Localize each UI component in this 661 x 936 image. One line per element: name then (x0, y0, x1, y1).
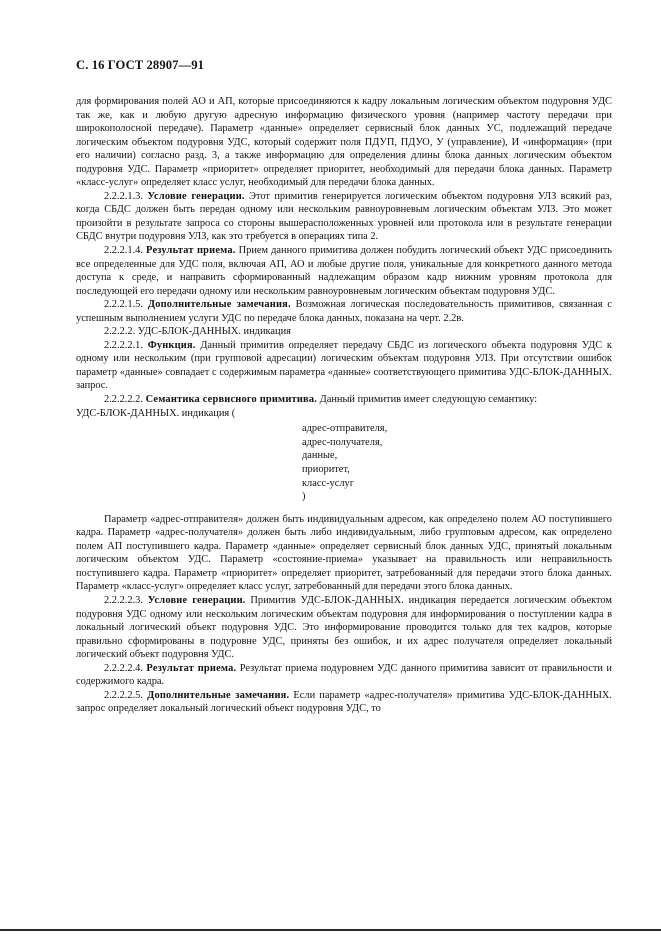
section-2-2-2-1-3 (76, 190, 612, 244)
section-title: Результат приема. (146, 662, 237, 674)
section-number: 2.2.2.1.4. (104, 245, 143, 257)
semantics-head: УДС-БЛОК-ДАННЫХ. индикация ( (76, 407, 236, 419)
section-number: 2.2.2.1.3. (104, 190, 143, 202)
parameters-paragraph: Параметр «адрес-отправителя» должен быть индивидуальным адресом, как определено полем АО поступившего кадра. Параметр «адрес-получателя» должен быть либо индивидуальным, либо групповым адресом, как определено полем АП поступившего кадра. Параметр «данные» определяет сервисный блок данных УДС, принятый локальным логическим объектом УДС. Параметр «состояние-приема» указывает на правильность или неправильность поступившего кадра. Параметр «приоритет» определяет приоритет, затребованный для передачи этого блока данных. Параметр «класс-услуг» определяет класс услуг, затребованный для передачи этого блока данных. (76, 513, 612, 593)
section-2-2-2-2-3 (76, 594, 612, 662)
section-2-2-2-2-5 (76, 689, 612, 716)
section-text: Возможная логическая последовательность примитивов, связанная с успешным выполнением услуги УДС по передаче блока данных, показана на черт. 2.2в. (76, 299, 613, 324)
semantics-item: данные, (302, 450, 338, 462)
section-number: 2.2.2.2.4. (104, 662, 143, 674)
section-2-2-2-1-4 (76, 244, 612, 298)
semantics-close-paren: ) (302, 491, 306, 503)
section-title: Функция. (147, 339, 196, 351)
section-title: Семантика сервисного примитива. (145, 394, 318, 406)
section-number: 2.2.2.2.5. (104, 689, 143, 701)
section-2-2-2-2-2 (76, 393, 612, 407)
section-title: Дополнительные замечания. (147, 689, 290, 701)
section-text: Если параметр «адрес-получателя» примитива УДС-БЛОК-ДАННЫХ. запрос определяет локальный логический объект подуровня УДС, то (76, 689, 612, 715)
semantics-item: приоритет, (302, 463, 350, 475)
section-number: 2.2.2.2.1. (104, 339, 143, 351)
section-number: 2.2.2.2.2. (104, 394, 143, 406)
section-number: 2.2.2.1.5. (104, 299, 143, 311)
document-body (76, 95, 612, 716)
semantics-parameter-list (76, 422, 612, 504)
section-text: Данный примитив определяет передачу СБДС из логического объекта подуровня УДС к одному или нескольким (при групповой адресации) логическим объектам подуровня УЛЗ. При отсутствии ошибок параметр «данные» совпадает с содержимым параметра «данные» соответствующего примитива УДС-БЛОК-ДАННЫХ. запрос. (76, 339, 612, 392)
section-title: Условие генерации. (147, 190, 245, 202)
spacer (76, 506, 612, 513)
section-text: Результат приема подуровнем УДС данного примитива зависит от правильности и содержимого кадра. (76, 662, 612, 688)
semantics-item: адрес-отправителя, (302, 423, 388, 435)
section-text: Данный примитив имеет следующую семантику: (319, 394, 538, 406)
page-header: С. 16 ГОСТ 28907—91 (76, 58, 204, 72)
page-bottom-edge (0, 929, 661, 931)
section-title: Условие генерации. (147, 594, 246, 606)
section-text: Этот примитив генерируется логическим объектом подуровня УЛЗ всякий раз, когда СБДС должен быть передан одному или нескольким равноуровневым логическим объектам УЛЗ. Это может произойти в результате запроса со стороны вышерасположенных уровней или протокола или в результате генерации СБДС внутри подуровня УЛЗ, как это требуется в операциях типа 2. (76, 190, 612, 243)
section-2-2-2-2-heading: 2.2.2.2. УДС-БЛОК-ДАННЫХ. индикация (104, 326, 291, 338)
section-title: Дополнительные замечания. (147, 299, 291, 311)
section-text: Примитив УДС-БЛОК-ДАННЫХ. индикация передается логическим объектом подуровня УДС одному или нескольким логическим объектам подуровня для информирования о поступлении кадра в локальный логический объект подуровня УДС. Это информирование проводится только для тех кадров, которые правильно сформированы в подуровне УДС, приняты без ошибок, и их адрес получателя определяет локальный логический объект подуровня УДС. (76, 594, 612, 661)
semantics-item: адрес-получателя, (302, 436, 383, 448)
section-text: Прием данного примитива должен побудить логический объект УДС присоединить все определенные для УДС поля, включая АП, АО и любые другие поля, уникальные для конкретного данного метода доступа к среде, и направить сформированный надлежащим образом кадр нижним уровням протокола для последующей его передачи одному или нескольким равноуровневым логическим объектам подуровня УДС. (76, 245, 612, 297)
section-2-2-2-2-1 (76, 339, 612, 393)
section-2-2-2-1-5 (76, 298, 612, 325)
paragraph-continuation: для формирования полей АО и АП, которые присоединяются к кадру локальным логическим объектом подуровня УДС так же, как и любую другую адресную информацию физического уровня (например частоту передачи при широкополосной передаче). Параметр «данные» определяет сервисный блок данных УС, подлежащий передаче логическим объектом подуровня УДС, который содержит поля ПДУП, ПДУО, У (управление), И «информация» (при его наличии) согласно разд. 3, а также информацию для определения длины блока данных логическим объектом подуровня УДС. Параметр «приоритет» определяет приоритет, необходимый для передачи блока данных. Параметр «класс-услуг» определяет класс услуг, необходимый для передачи блока данных. (76, 96, 612, 189)
section-title: Результат приема. (146, 245, 236, 257)
section-number: 2.2.2.2.3. (104, 594, 143, 606)
semantics-item: класс-услуг (302, 477, 354, 489)
section-2-2-2-2-4 (76, 662, 612, 689)
